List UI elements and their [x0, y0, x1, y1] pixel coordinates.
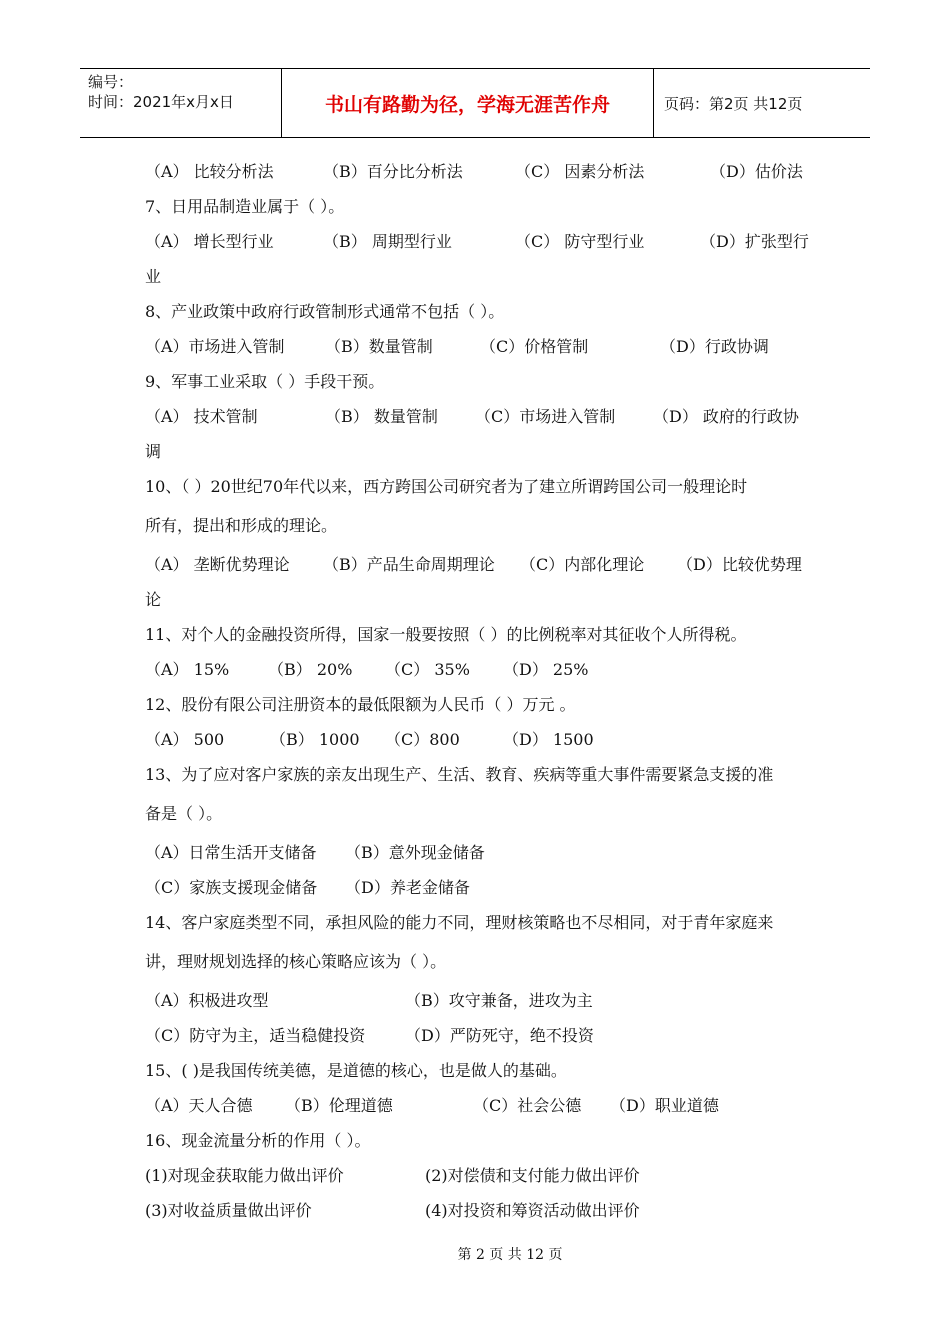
question-text: 12、股份有限公司注册资本的最低限额为人民币（ ）万元 。 [145, 695, 576, 714]
option-text: （B）产品生命周期理论 [323, 555, 495, 574]
question-text: 16、现金流量分析的作用（ ）。 [145, 1131, 371, 1150]
question-text: 所有，提出和形成的理论。 [145, 516, 338, 535]
option-text: （B）数量管制 [325, 337, 433, 356]
option-row [145, 154, 815, 189]
question-text: 8、产业政策中政府行政管制形式通常不包括（ ）。 [145, 302, 505, 321]
option-text: （C）市场进入管制 [475, 407, 616, 426]
header-meta [80, 69, 282, 137]
option-text: (2)对偿债和支付能力做出评价 [425, 1166, 640, 1185]
option-text: (3)对收益质量做出评价 [145, 1201, 312, 1220]
option-text: （D）职业道德 [610, 1096, 719, 1115]
option-row [145, 1018, 815, 1053]
option-text: （C）800 [385, 730, 460, 749]
document-body [145, 154, 815, 1228]
option-row [145, 835, 815, 870]
time-label: 时间：2021年x月x日 [88, 93, 234, 111]
option-text: （C）社会公德 [473, 1096, 582, 1115]
option-text: （C） 因素分析法 [515, 162, 645, 181]
option-text: （A）积极进攻型 [145, 991, 269, 1010]
question-text: 15、( )是我国传统美德，是道德的核心，也是做人的基础。 [145, 1061, 567, 1080]
option-text: （C）防守为主，适当稳健投资 [145, 1026, 366, 1045]
option-text: （D）养老金储备 [345, 878, 470, 897]
question-text: 11、对个人的金融投资所得，国家一般要按照（ ）的比例税率对其征收个人所得税。 [145, 625, 747, 644]
option-row [145, 329, 815, 364]
option-text: （A） 增长型行业 [145, 232, 274, 251]
option-text: （C）内部化理论 [520, 555, 645, 574]
option-row [145, 399, 815, 434]
option-text: （B）攻守兼备，进攻为主 [405, 991, 593, 1010]
option-text: （D）行政协调 [660, 337, 769, 356]
option-text: （D）估价法 [710, 162, 803, 181]
option-text: (4)对投资和筹资活动做出评价 [425, 1201, 640, 1220]
option-text: （B）意外现金储备 [345, 843, 485, 862]
question-text: 调 [145, 442, 162, 461]
option-text: （C） 35% [385, 660, 470, 679]
option-text: （A） 比较分析法 [145, 162, 274, 181]
option-text: （A） 500 [145, 730, 225, 749]
option-text: （A） 技术管制 [145, 407, 258, 426]
question-text: 论 [145, 590, 162, 609]
option-text: （C） 防守型行业 [515, 232, 645, 251]
option-row [145, 722, 815, 757]
option-text: （B） 数量管制 [325, 407, 438, 426]
option-text: （D） 1500 [503, 730, 594, 749]
question-text: 9、军事工业采取（ ）手段干预。 [145, 372, 385, 391]
option-text: （C）价格管制 [480, 337, 589, 356]
question-text: 13、为了应对客户家族的亲友出现生产、生活、教育、疾病等重大事件需要紧急支援的准 [145, 765, 774, 784]
option-text: （B）百分比分析法 [323, 162, 463, 181]
question-text: 备是（ ）。 [145, 804, 223, 823]
page-footer: 第 2 页 共 12 页 [457, 1247, 563, 1263]
question-text: 10、（ ）20世纪70年代以来，西方跨国公司研究者为了建立所谓跨国公司一般理论时 [145, 477, 748, 496]
option-row [145, 1088, 815, 1123]
option-text: （A）市场进入管制 [145, 337, 285, 356]
page-header [80, 68, 870, 138]
option-text: （D） 25% [503, 660, 589, 679]
option-text: （B） 1000 [270, 730, 360, 749]
option-text: （D）严防死守，绝不投资 [405, 1026, 594, 1045]
option-text: （B）伦理道德 [285, 1096, 393, 1115]
number-label: 编号： [88, 73, 134, 91]
option-text: （B） 周期型行业 [323, 232, 452, 251]
option-row [145, 224, 815, 259]
question-text: 讲，理财规划选择的核心策略应该为（ ）。 [145, 952, 447, 971]
option-row [145, 1158, 815, 1193]
option-text: （A） 15% [145, 660, 230, 679]
motto: 书山有路勤为径，学海无涯苦作舟 [282, 69, 654, 137]
option-text: （A）天人合德 [145, 1096, 253, 1115]
question-text: 7、日用品制造业属于（ ）。 [145, 197, 345, 216]
option-row [145, 547, 815, 582]
option-text: (1)对现金获取能力做出评价 [145, 1166, 344, 1185]
option-text: （D）扩张型行 [700, 232, 809, 251]
option-text: （D）比较优势理 [677, 555, 802, 574]
question-text: 业 [145, 267, 162, 286]
page-info: 页码：第2页 共12页 [664, 94, 803, 113]
option-row [145, 652, 815, 687]
option-text: （A）日常生活开支储备 [145, 843, 317, 862]
option-text: （C）家族支援现金储备 [145, 878, 318, 897]
option-row [145, 983, 815, 1018]
option-text: （A） 垄断优势理论 [145, 555, 290, 574]
option-text: （D） 政府的行政协 [653, 407, 799, 426]
option-row [145, 1193, 815, 1228]
question-text: 14、客户家庭类型不同，承担风险的能力不同，理财核策略也不尽相同，对于青年家庭来 [145, 913, 774, 932]
option-text: （B） 20% [268, 660, 353, 679]
option-row [145, 870, 815, 905]
